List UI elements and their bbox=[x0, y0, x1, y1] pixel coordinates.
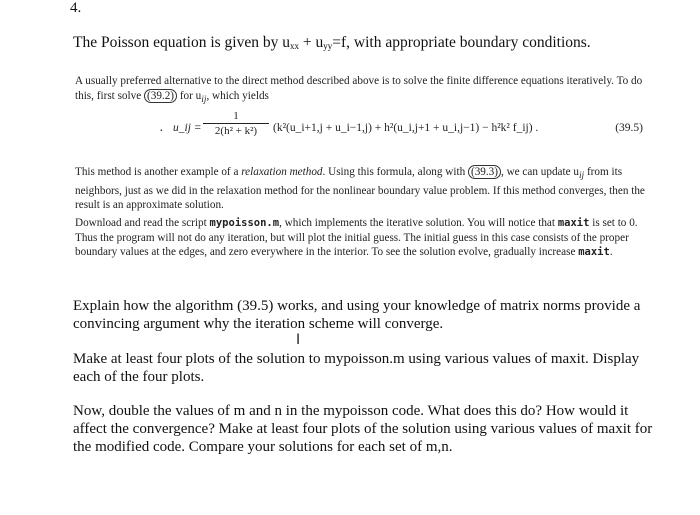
equation-39-5 bbox=[159, 110, 653, 150]
equation-lhs: u_ij = bbox=[173, 122, 202, 134]
maxit-code: maxit bbox=[557, 217, 590, 229]
equation-number: (39.5) bbox=[615, 122, 643, 134]
relaxation-method-term: relaxation method bbox=[241, 166, 323, 178]
excerpt-relaxation-paragraph bbox=[75, 165, 645, 213]
para2-text-a: This method is another example of a bbox=[75, 166, 242, 178]
question-explain-algorithm: Explain how the algorithm (39.5) works, and using your knowledge of matrix norms provide a convincing argument why the iteration scheme will converge. bbox=[73, 298, 641, 332]
fraction-denominator: 2(h² + k²) bbox=[214, 125, 258, 137]
equation-ref-39-2: (39.2) bbox=[144, 89, 177, 103]
equation-ref-39-3: (39.3) bbox=[468, 165, 501, 179]
intro-subscript: ij bbox=[201, 94, 207, 105]
question-number: 4. bbox=[70, 0, 82, 16]
title-subscript-yy: yy bbox=[323, 41, 333, 51]
intro-text-c: , which yields bbox=[206, 89, 269, 102]
title-prefix: The Poisson equation is given by u bbox=[73, 34, 290, 51]
intro-text: A usually preferred alternative to the direct method described above is to solve the finite difference equations iteratively. To do this, first solve bbox=[75, 75, 643, 102]
para3-text-b: , which implements the iterative solution. You will notice that bbox=[279, 217, 558, 229]
para3-text-c: is set to 0. Thus the program will not do any iteration, but will plot the initial guess. The initial guess in this case consists of the proper boundary values at the edges, and zero everywhere in the interior. To see the solution evolve, gradually increase bbox=[75, 217, 638, 258]
fraction-numerator: 1 bbox=[233, 110, 239, 122]
problem-title bbox=[73, 34, 591, 52]
title-suffix: =f, with appropriate boundary conditions. bbox=[332, 34, 591, 51]
equation-rhs: (k²(u_i+1,j + u_i−1,j) + h²(u_i,j+1 + u_i,j−1) − h²k² f_ij) . bbox=[273, 122, 539, 134]
title-subscript-xx: xx bbox=[290, 41, 299, 51]
title-mid: + u bbox=[299, 34, 324, 51]
text-cursor-icon: I bbox=[296, 332, 301, 348]
para3-text-a: Download and read the script bbox=[75, 217, 210, 229]
fraction-bar bbox=[203, 123, 269, 124]
script-name: mypoisson.m bbox=[209, 217, 280, 229]
para2-text-c: , we can update u bbox=[501, 166, 579, 178]
bullet-dot: · bbox=[159, 124, 164, 139]
question-make-plots: Make at least four plots of the solution to mypoisson.m using various values of maxit. Display each of the four plots. bbox=[73, 351, 640, 385]
question-double-m-n: Now, double the values of m and n in the mypoisson code. What does this do? How would it affect the convergence? Make at least four plots of the solution using various values of maxit for the modified code. Compare your solutions for each set of m,n. bbox=[73, 403, 653, 455]
maxit-code-2: maxit bbox=[578, 246, 610, 258]
excerpt-intro bbox=[75, 74, 645, 107]
equation-fraction bbox=[201, 110, 271, 137]
para2-text-b: . Using this formula, along with bbox=[322, 166, 468, 178]
para3-text-d: . bbox=[609, 246, 613, 258]
intro-text-b: for u bbox=[177, 89, 202, 102]
para2-text-d: from its neighbors, just as we did in the relaxation method for the nonlinear boundary value problem. If this method converges, then the result is an approximate solution. bbox=[75, 166, 645, 212]
para2-subscript: ij bbox=[578, 171, 585, 182]
excerpt-script-paragraph bbox=[75, 216, 645, 260]
